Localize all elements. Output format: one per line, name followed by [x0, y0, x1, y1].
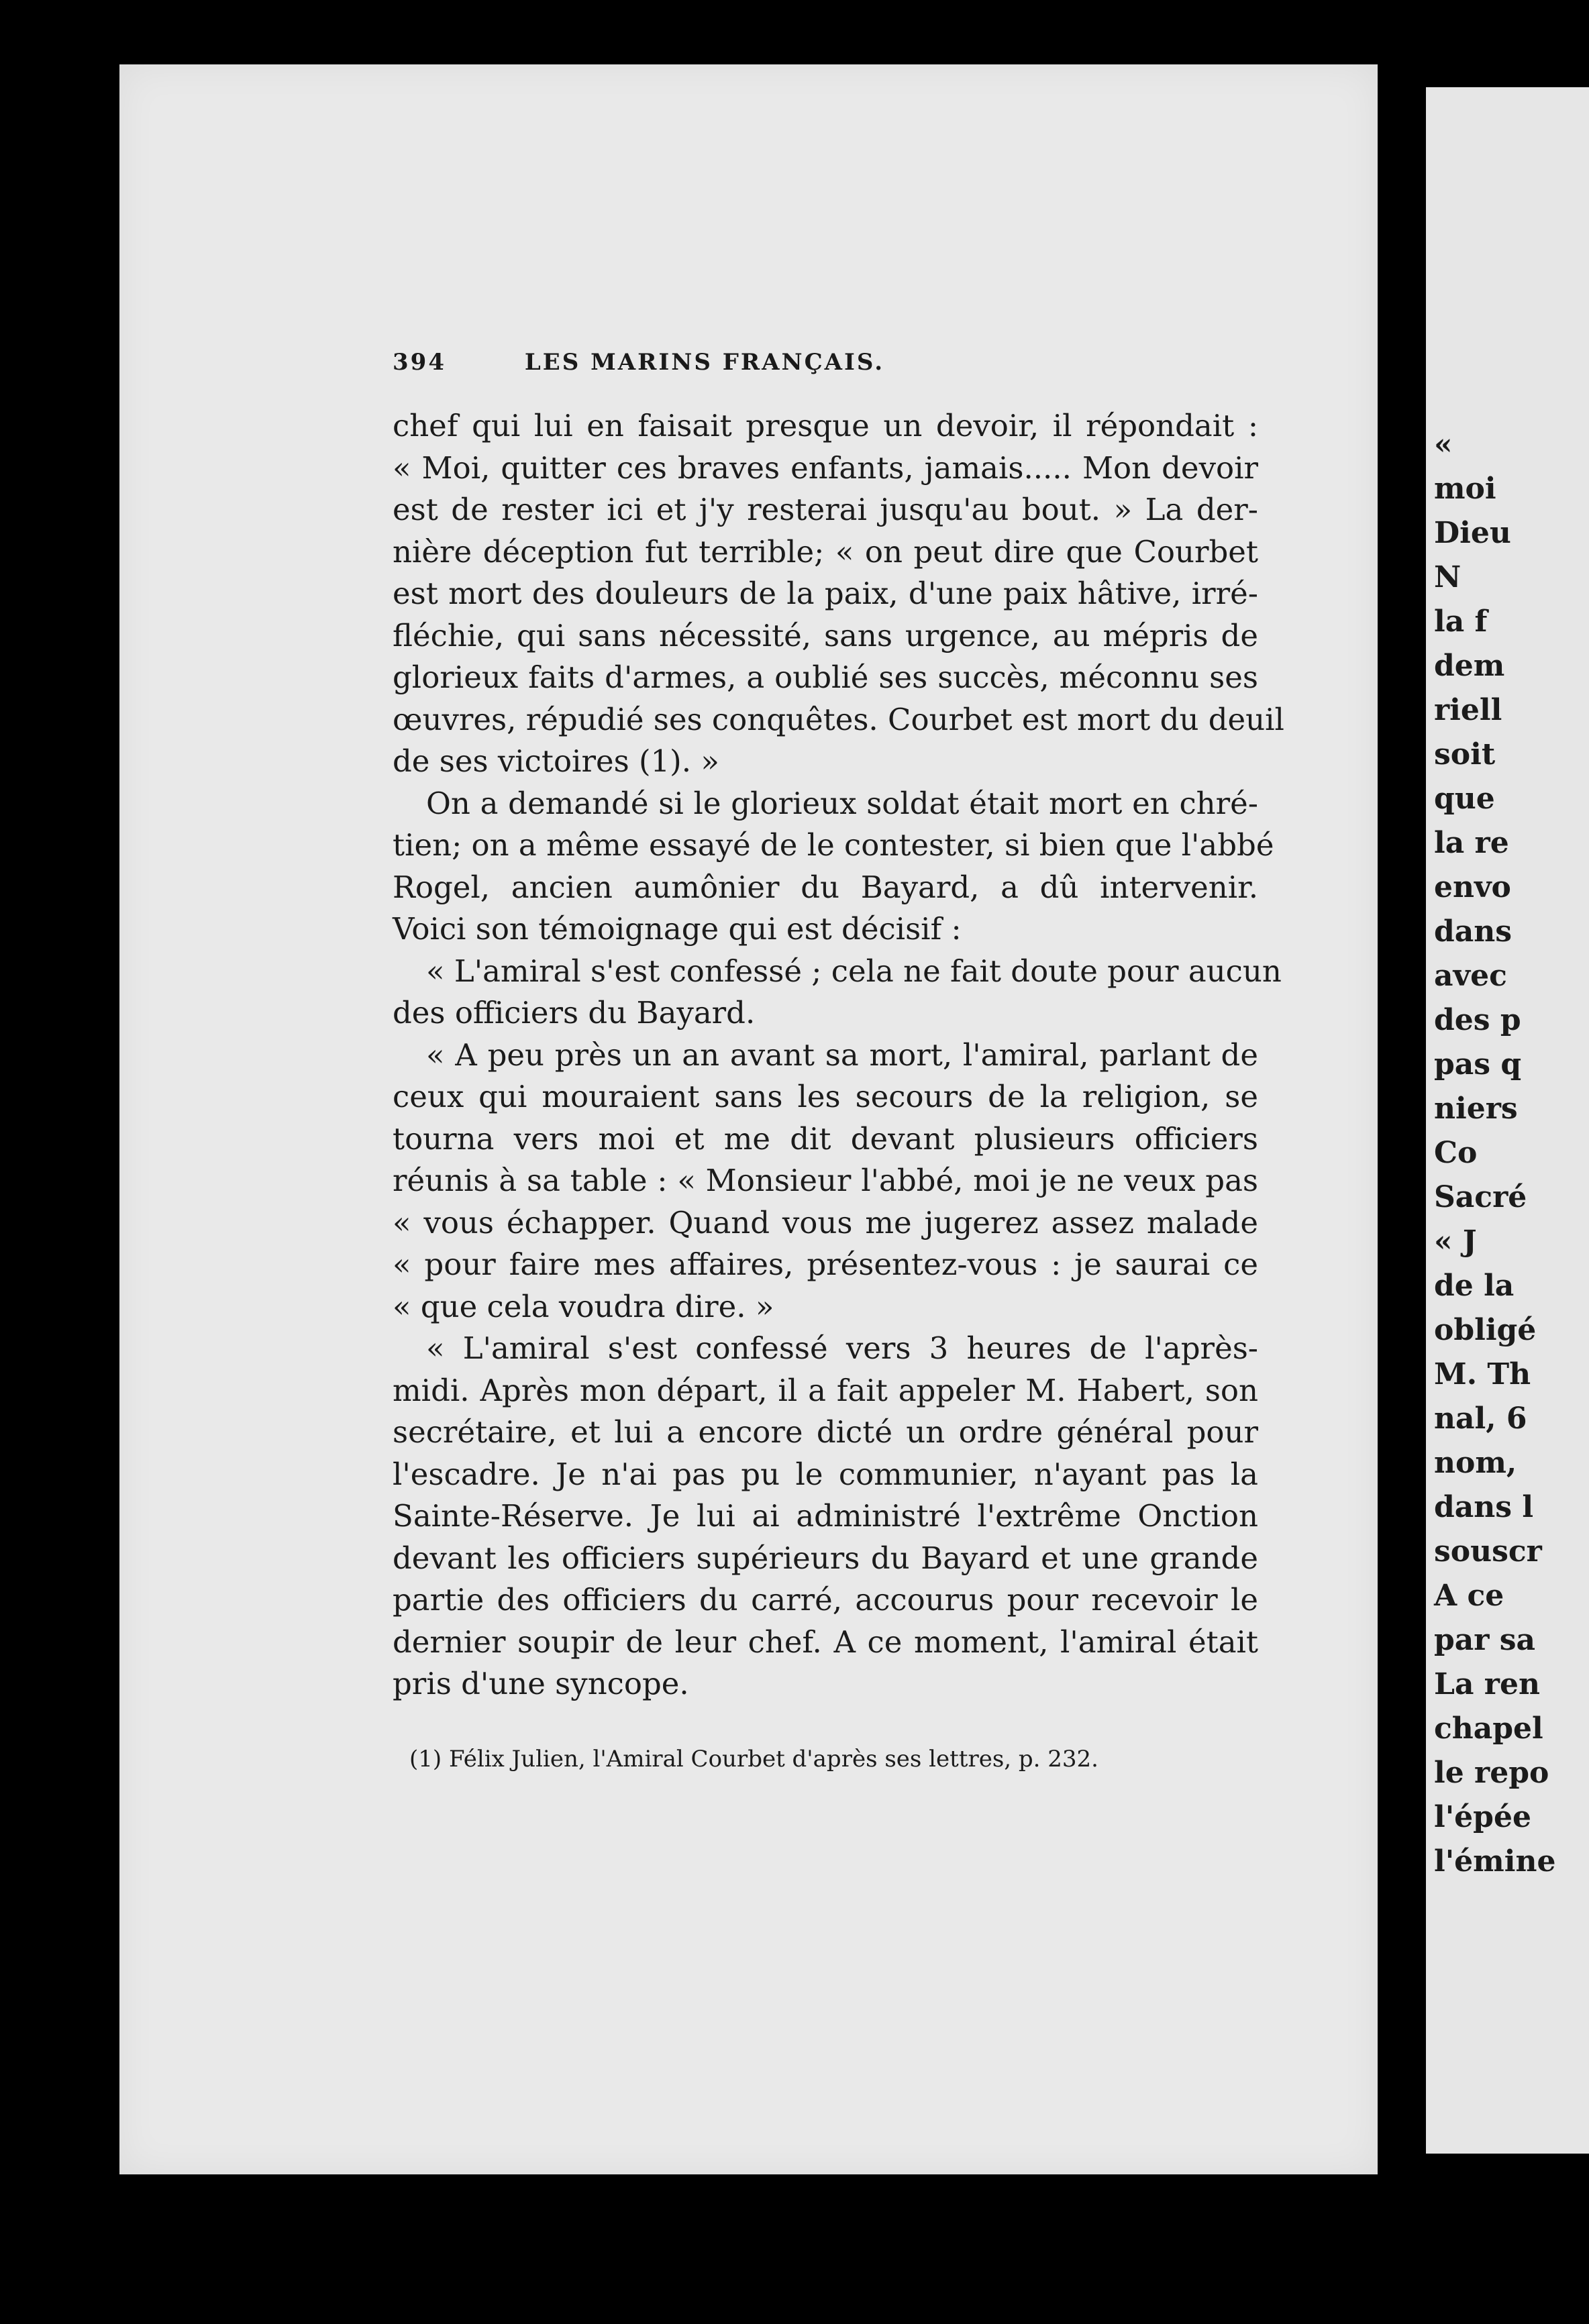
text-fragment: dans l: [1434, 1490, 1534, 1524]
text-fragment: nal, 6: [1434, 1402, 1527, 1436]
running-title: LES MARINS FRANÇAIS.: [524, 349, 885, 376]
text-line: des officiers du Bayard.: [393, 995, 756, 1031]
text-fragment: l'émine: [1434, 1844, 1556, 1879]
text-fragment: riell: [1434, 693, 1502, 727]
text-line: tourna vers moi et me dit devant plusieurs officiers: [393, 1120, 1258, 1157]
text-line: « L'amiral s'est confessé ; cela ne fait doute pour aucun: [426, 953, 1282, 989]
text-fragment: envo: [1434, 870, 1511, 904]
text-line: glorieux faits d'armes, a oublié ses succès, méconnu ses: [393, 659, 1258, 695]
text-fragment: des p: [1434, 1003, 1521, 1037]
text-line: midi. Après mon départ, il a fait appeler M. Habert, son: [393, 1372, 1258, 1408]
text-line: partie des officiers du carré, accourus pour recevoir le: [393, 1582, 1258, 1618]
right-page-text: [1434, 423, 1555, 1884]
text-fragment: niers: [1434, 1092, 1518, 1126]
page-header: [393, 349, 1017, 382]
text-line: œuvres, répudié ses conquêtes. Courbet est mort du deuil: [393, 701, 1284, 737]
text-fragment: avec: [1434, 959, 1507, 993]
text-fragment: Sacré: [1434, 1180, 1527, 1214]
text-line: fléchie, qui sans nécessité, sans urgence, au mépris de: [393, 617, 1258, 653]
text-fragment: le repo: [1434, 1756, 1549, 1790]
text-line: tien; on a même essayé de le contester, si bien que l'abbé: [393, 827, 1274, 863]
text-fragment: l'épée: [1434, 1800, 1531, 1834]
text-fragment: par sa: [1434, 1623, 1536, 1657]
text-line: dernier soupir de leur chef. A ce moment, l'amiral était: [393, 1624, 1258, 1660]
text-fragment: dem: [1434, 649, 1505, 683]
text-fragment: la re: [1434, 826, 1509, 860]
text-line: « Moi, quitter ces braves enfants, jamais..... Mon devoir: [393, 450, 1258, 486]
text-fragment: A ce: [1434, 1579, 1504, 1613]
text-line: réunis à sa table : « Monsieur l'abbé, moi je ne veux pas: [393, 1163, 1258, 1198]
body-text: [393, 405, 1284, 1705]
text-fragment: la f: [1434, 604, 1488, 639]
text-fragment: Co: [1434, 1136, 1478, 1170]
text-line: « vous échapper. Quand vous me jugerez assez malade: [393, 1204, 1258, 1240]
text-line: nière déception fut terrible; « on peut dire que Courbet: [393, 533, 1258, 570]
text-line: secrétaire, et lui a encore dicté un ordre général pour: [393, 1414, 1258, 1450]
text-line: Rogel, ancien aumônier du Bayard, a dû intervenir.: [393, 869, 1258, 905]
text-fragment: M. Th: [1434, 1357, 1531, 1391]
text-fragment: « J: [1434, 1224, 1477, 1259]
text-fragment: dans: [1434, 914, 1513, 949]
text-line: est mort des douleurs de la paix, d'une paix hâtive, irré-: [393, 576, 1258, 611]
text-fragment: moi: [1434, 472, 1496, 506]
text-fragment: que: [1434, 782, 1495, 816]
text-line: « L'amiral s'est confessé vers 3 heures de l'après-: [426, 1330, 1258, 1366]
text-fragment: N: [1434, 560, 1462, 594]
text-line: Voici son témoignage qui est décisif :: [393, 911, 962, 947]
text-fragment: «: [1434, 427, 1453, 462]
right-page-fragment: [1426, 87, 1589, 2154]
text-fragment: nom,: [1434, 1446, 1517, 1480]
text-fragment: Dieu: [1434, 516, 1511, 550]
text-fragment: soit: [1434, 737, 1496, 772]
text-fragment: souscr: [1434, 1534, 1542, 1569]
text-line: chef qui lui en faisait presque un devoir, il répondait :: [393, 408, 1258, 443]
text-fragment: pas q: [1434, 1047, 1522, 1081]
text-line: « A peu près un an avant sa mort, l'amiral, parlant de: [426, 1037, 1258, 1073]
text-line: Sainte-Réserve. Je lui ai administré l'extrême Onction: [393, 1498, 1258, 1534]
footnote: (1) Félix Julien, l'Amiral Courbet d'après ses lettres, p. 232.: [409, 1746, 1098, 1773]
page-number: 394: [393, 349, 446, 376]
text-fragment: de la: [1434, 1269, 1515, 1303]
text-line: pris d'une syncope.: [393, 1666, 689, 1701]
text-line: ceux qui mouraient sans les secours de la religion, se: [393, 1079, 1258, 1114]
text-line: « pour faire mes affaires, présentez-vous : je saurai ce: [393, 1247, 1258, 1282]
text-line: de ses victoires (1). »: [393, 743, 719, 779]
text-line: devant les officiers supérieurs du Bayard et une grande: [393, 1540, 1258, 1576]
text-line: On a demandé si le glorieux soldat était mort en chré-: [426, 785, 1258, 821]
text-line: « que cela voudra dire. »: [393, 1288, 774, 1324]
text-line: est de rester ici et j'y resterai jusqu'au bout. » La der-: [393, 492, 1258, 527]
text-fragment: La ren: [1434, 1667, 1540, 1701]
text-line: l'escadre. Je n'ai pas pu le communier, n'ayant pas la: [393, 1456, 1258, 1492]
text-fragment: obligé: [1434, 1313, 1537, 1347]
text-fragment: chapel: [1434, 1711, 1543, 1746]
